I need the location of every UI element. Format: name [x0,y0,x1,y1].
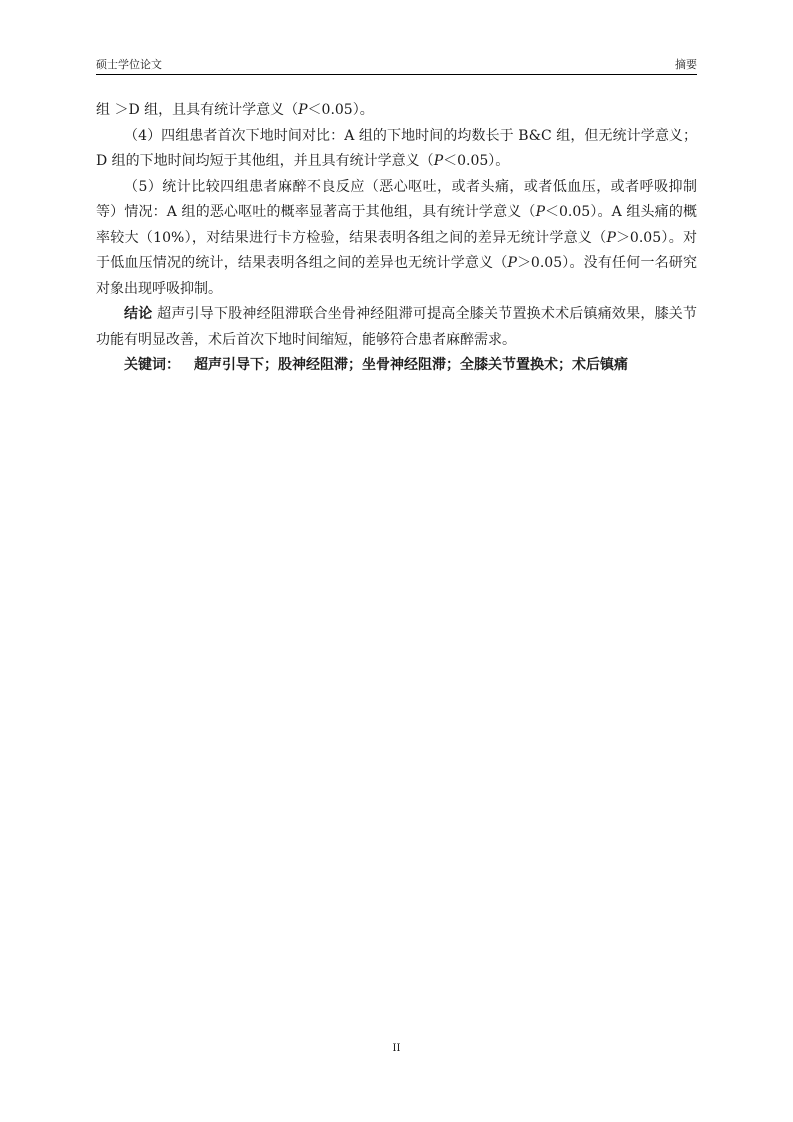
conclusion-text: 超声引导下股神经阻滞联合坐骨神经阻滞可提高全膝关节置换术术后镇痛效果，膝关节功能有明显改善，术后首次下地时间缩短，能够符合患者麻醉需求。 [96,306,698,348]
page-number: II [392,1043,401,1054]
text: 组 ＞D 组，且具有统计学意义（ [96,102,299,118]
keywords-text: 超声引导下；股神经阻滞；坐骨神经阻滞；全膝关节置换术；术后镇痛 [194,357,628,373]
text: ＞0.05）。对于低血压情况的统计，结果表明各组之间的差异也无统计学意义（ [96,229,697,271]
paragraph-result-4 [96,124,697,175]
section-title: 摘要 [675,58,697,71]
text: ＜0.05）。A 组头痛的概率较大（10%），对结果进行卡方检验，结果表明各组之间的差异无统计学意义（ [96,204,698,246]
text: （5）统计比较四组患者麻醉不良反应（恶心呕吐，或者头痛，或者低血压，或者呼吸抑制等）情况：A 组的恶心呕吐的概率显著高于其他组，具有统计学意义（ [96,178,697,220]
p-value-symbol: P [535,204,545,220]
abstract-body [96,98,697,379]
paragraph-result-5 [96,175,697,303]
p-value-symbol: P [298,102,308,118]
keywords-label: 关键词： [124,357,180,373]
conclusion-label: 结论 [124,306,153,322]
thesis-type-label: 硕士学位论文 [96,58,162,71]
text: ＞0.05）。没有任何一名研究对象出现呼吸抑制。 [96,255,698,297]
p-value-symbol: P [433,153,444,169]
paragraph-conclusion [96,302,697,353]
text: ＜0.05）。 [307,102,374,118]
paragraph-keywords [96,353,697,379]
text: ＜0.05）。 [443,153,510,169]
p-value-symbol: P [507,255,517,271]
p-value-symbol: P [606,229,616,246]
text: （4）四组患者首次下地时间对比：A 组的下地时间的均数长于 B&C 组，但无统计学意义；D 组的下地时间均短于其他组，并且具有统计学意义（ [96,127,697,169]
page-header [96,56,697,75]
paragraph-result-3-continued [96,98,697,124]
